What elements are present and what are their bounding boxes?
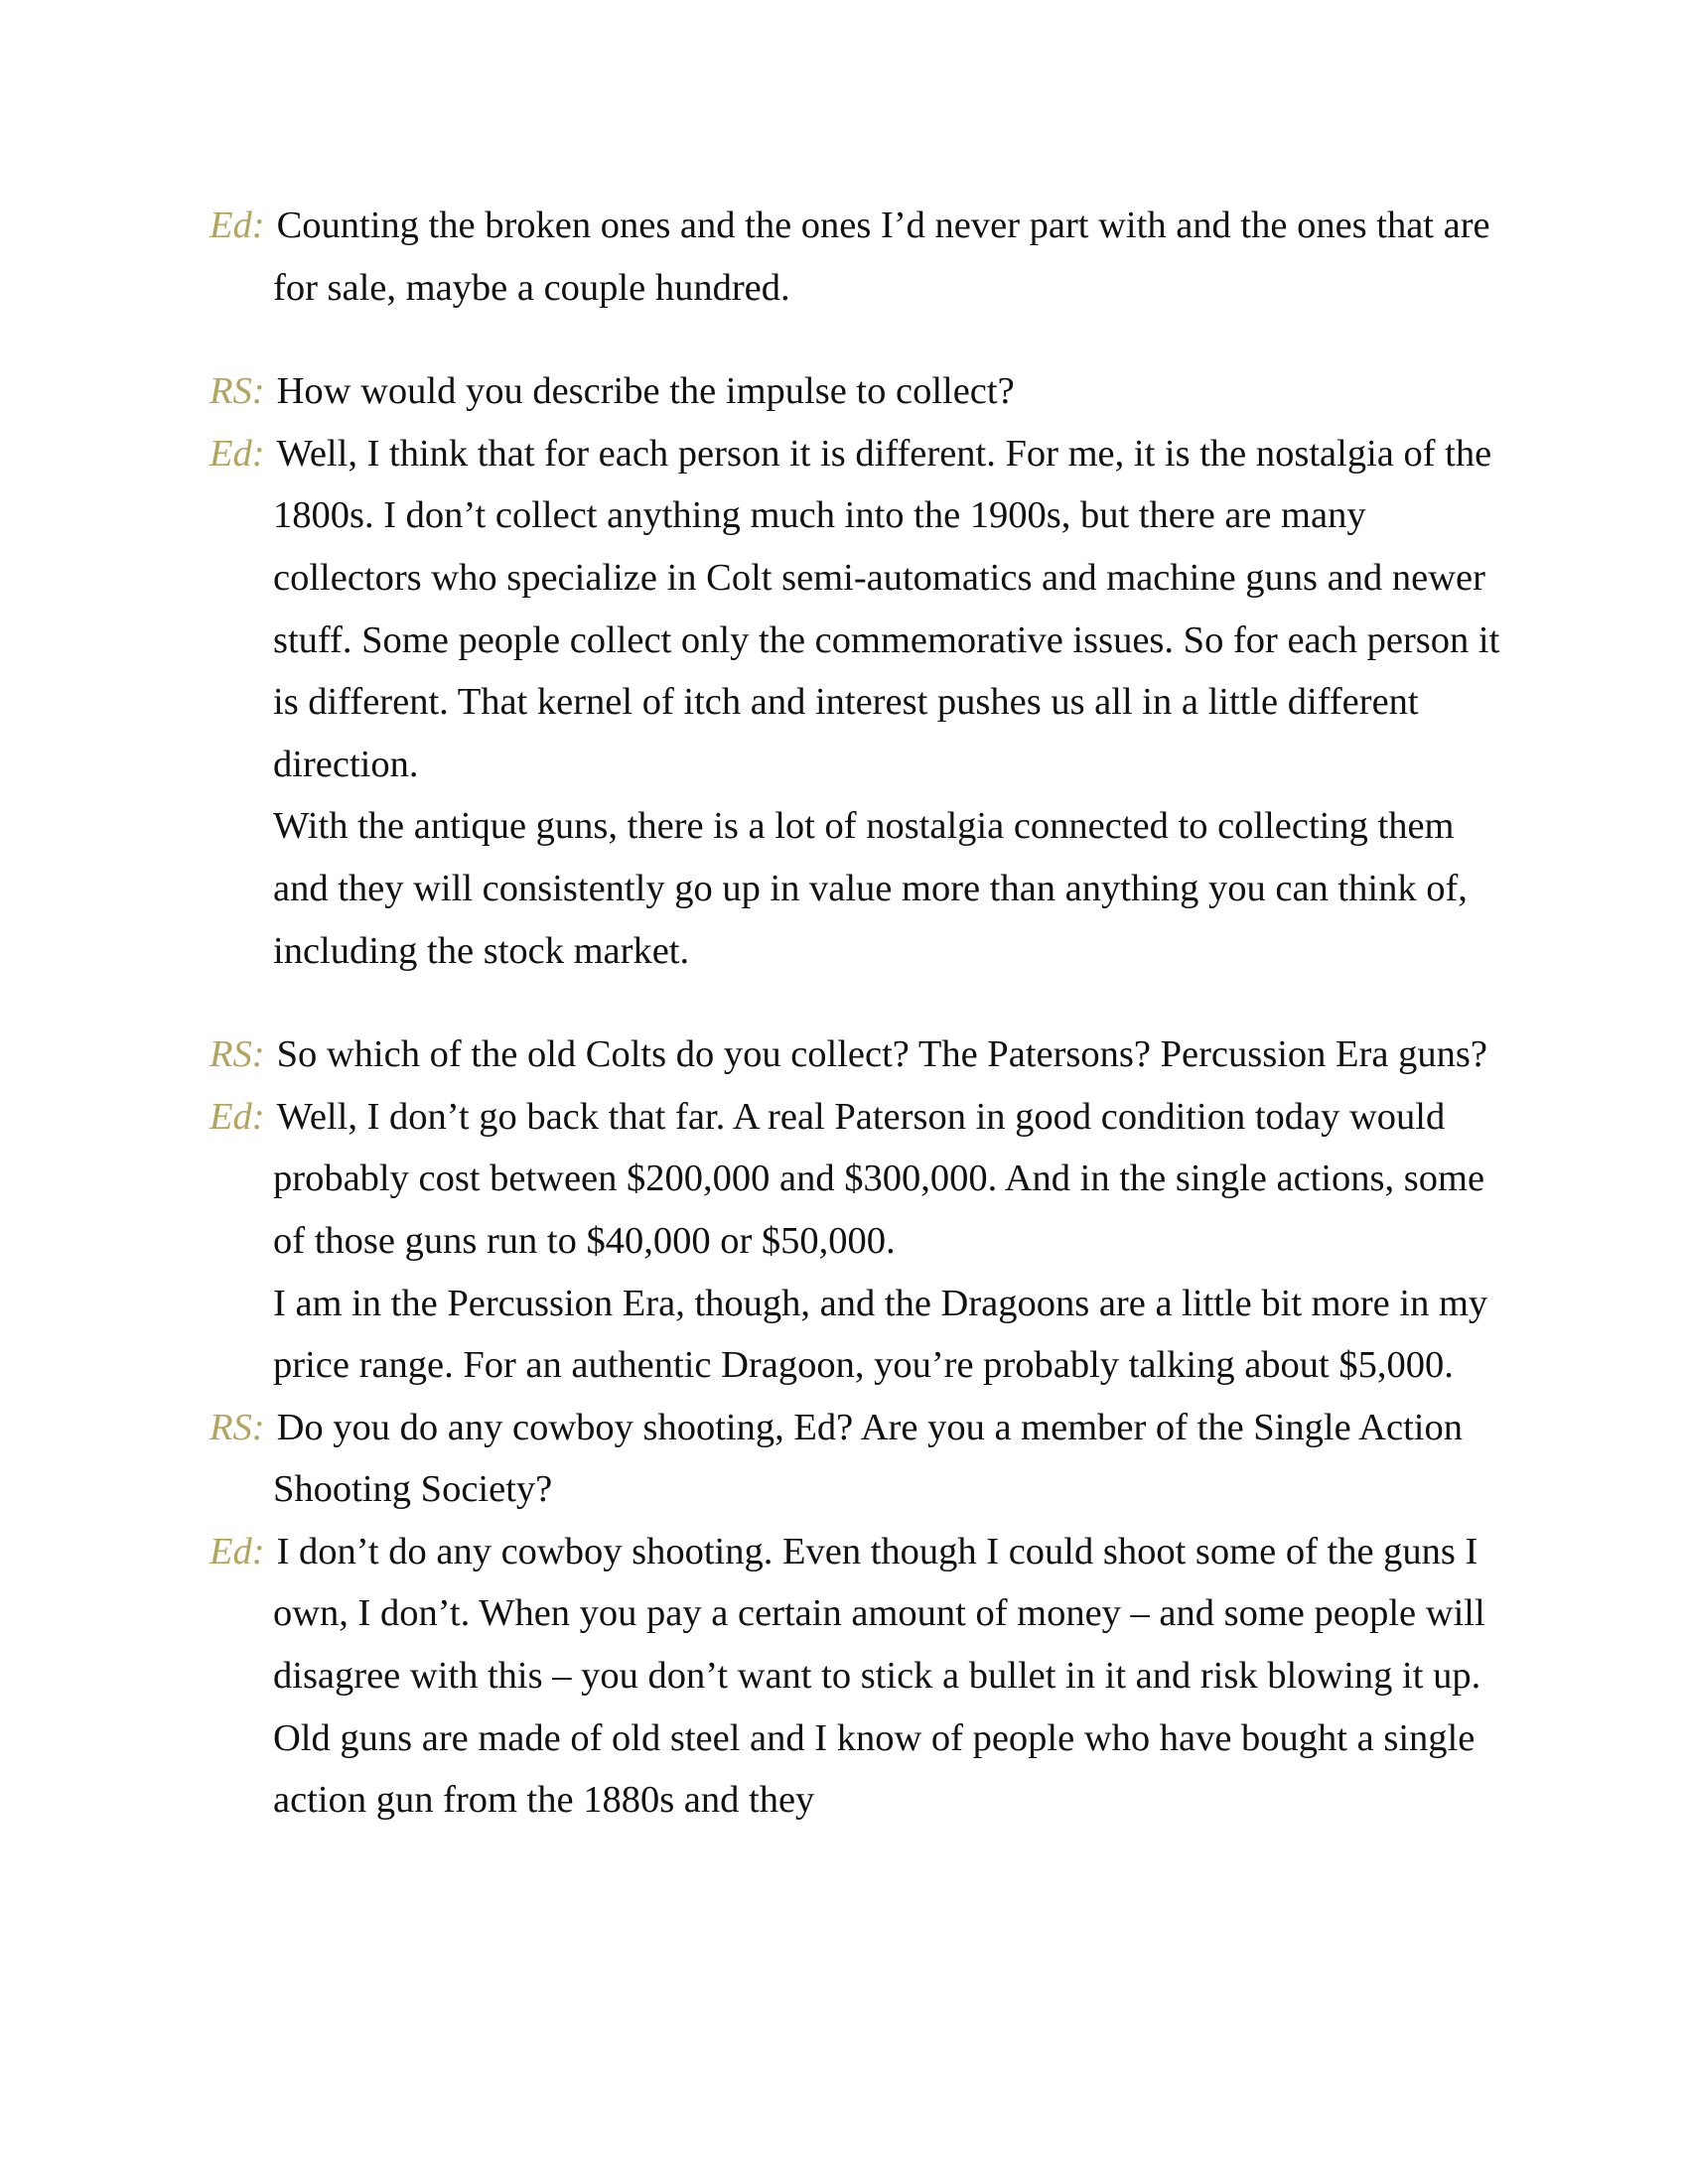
- transcript-turn-rs: [210, 360, 1500, 423]
- speaker-label-rs: RS:: [210, 1406, 265, 1448]
- speaker-label-rs: RS:: [210, 1033, 265, 1076]
- transcript-turn-ed: [210, 1521, 1500, 1832]
- question-text: How would you describe the impulse to collect?: [276, 370, 1015, 413]
- interview-transcript: [210, 195, 1500, 1832]
- answer-text: I don’t do any cowboy shooting. Even though I could shoot some of the guns I own, I don’t. When you pay a certain amount of money – and some people will disagree with this – you don’t want to stick a bullet in it and risk blowing it up. Old guns are made of old steel and I know of people who have bought a single action gun from the 1880s and they: [273, 1530, 1485, 1822]
- transcript-turn-rs: [210, 1397, 1500, 1521]
- speaker-label-ed: Ed:: [210, 1530, 265, 1572]
- question-text: So which of the old Colts do you collect? The Patersons? Percussion Era guns?: [276, 1033, 1487, 1076]
- speaker-label-ed: Ed:: [210, 432, 265, 475]
- transcript-turn-rs: [210, 1024, 1500, 1086]
- answer-paragraph: With the antique guns, there is a lot of nostalgia connected to collecting them and they will consistently go up in value more than anything you can think of, including the stock market.: [273, 805, 1468, 972]
- answer-text: Well, I think that for each person it is different. For me, it is the nostalgia of the 1800s. I don’t collect anything much into the 1900s, but there are many collectors who specialize in Colt semi-automatics and machine guns and newer stuff. Some people collect only the commemorative issues. So for each person it is different. That kernel of itch and interest pushes us all in a little different direction.: [273, 432, 1500, 785]
- question-text: Do you do any cowboy shooting, Ed? Are you a member of the Single Action Shooting Society?: [273, 1406, 1463, 1511]
- speaker-label-rs: RS:: [210, 370, 265, 413]
- speaker-label-ed: Ed:: [210, 1095, 265, 1138]
- transcript-turn-ed: [210, 423, 1500, 982]
- answer-paragraph: I am in the Percussion Era, though, and the Dragoons are a little bit more in my price range. For an authentic Dragoon, you’re probably talking about $5,000.: [273, 1282, 1488, 1387]
- speaker-label-ed: Ed:: [210, 205, 265, 246]
- answer-text: Well, I don’t go back that far. A real Paterson in good condition today would probably cost between $200,000 and $300,000. And in the single actions, some of those guns run to $40,000 or $50,000.: [273, 1095, 1485, 1262]
- transcript-turn-ed: [210, 1086, 1500, 1397]
- transcript-turn-ed: [210, 195, 1500, 319]
- answer-text: Counting the broken ones and the ones I’d never part with and the ones that are for sale, maybe a couple hundred.: [273, 205, 1490, 309]
